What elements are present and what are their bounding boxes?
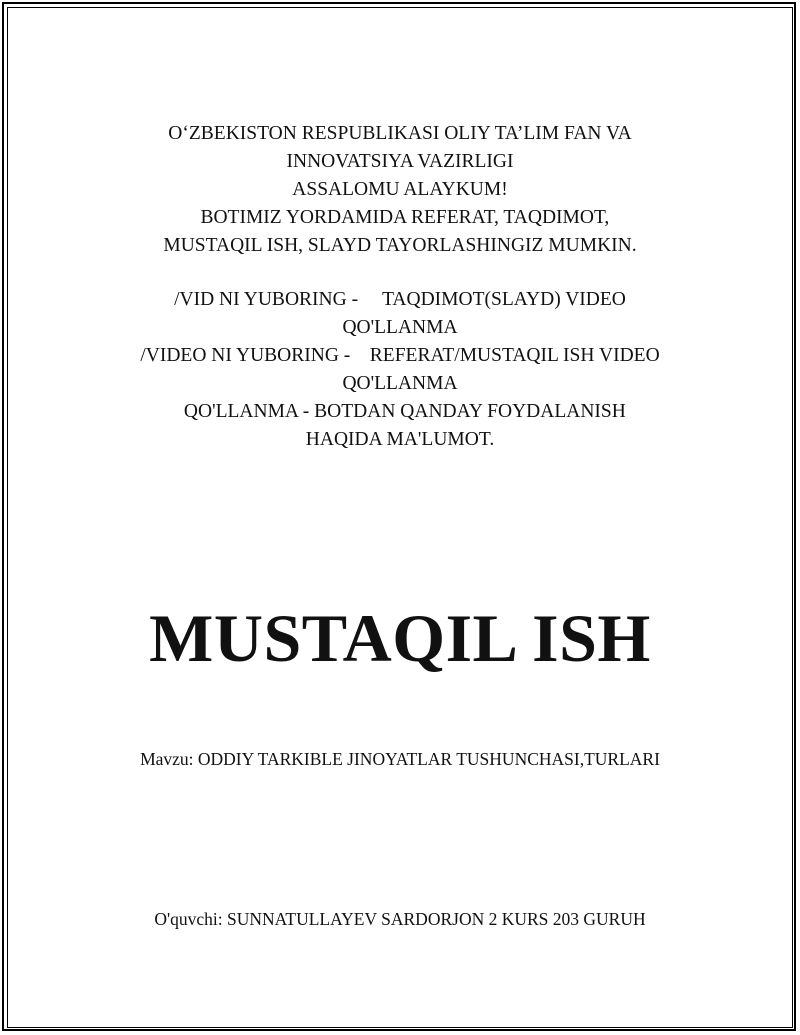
topic-line: Mavzu: ODDIY TARKIBLE JINOYATLAR TUSHUNCHASI,TURLARI bbox=[140, 749, 660, 769]
command-guide-line-cont: HAQIDA MA'LUMOT. bbox=[305, 429, 495, 450]
student-line: O'quvchi: SUNNATULLAYEV SARDORJON 2 KURS 203 GURUH bbox=[154, 909, 646, 929]
topic-block bbox=[0, 746, 800, 772]
bot-info-line-1: BOTIMIZ YORDAMIDA REFERAT, TAQDIMOT, bbox=[190, 207, 610, 228]
greeting-line: ASSALOMU ALAYKUM! bbox=[292, 179, 508, 200]
bot-info-line-2: MUSTAQIL ISH, SLAYD TAYORLASHINGIZ MUMKIN. bbox=[163, 235, 637, 256]
ministry-line-1: O‘ZBEKISTON RESPUBLIKASI OLIY TA’LIM FAN VA bbox=[168, 123, 632, 144]
ministry-line-2: INNOVATSIYA VAZIRLIGI bbox=[286, 151, 514, 172]
command-video-line-cont: QO'LLANMA bbox=[342, 373, 458, 394]
command-vid-line-cont: QO'LLANMA bbox=[342, 317, 458, 338]
command-video-line: /VIDEO NI YUBORING - REFERAT/MUSTAQIL ISH VIDEO bbox=[140, 345, 660, 366]
command-guide-line: QO'LLANMA - BOTDAN QANDAY FOYDALANISH bbox=[174, 401, 626, 422]
document-title: MUSTAQIL ISH bbox=[149, 600, 651, 676]
commands-block bbox=[0, 286, 800, 454]
header-block bbox=[0, 120, 800, 260]
student-block bbox=[0, 906, 800, 932]
command-vid-line: /VID NI YUBORING - TAQDIMOT(SLAYD) VIDEO bbox=[174, 289, 626, 310]
